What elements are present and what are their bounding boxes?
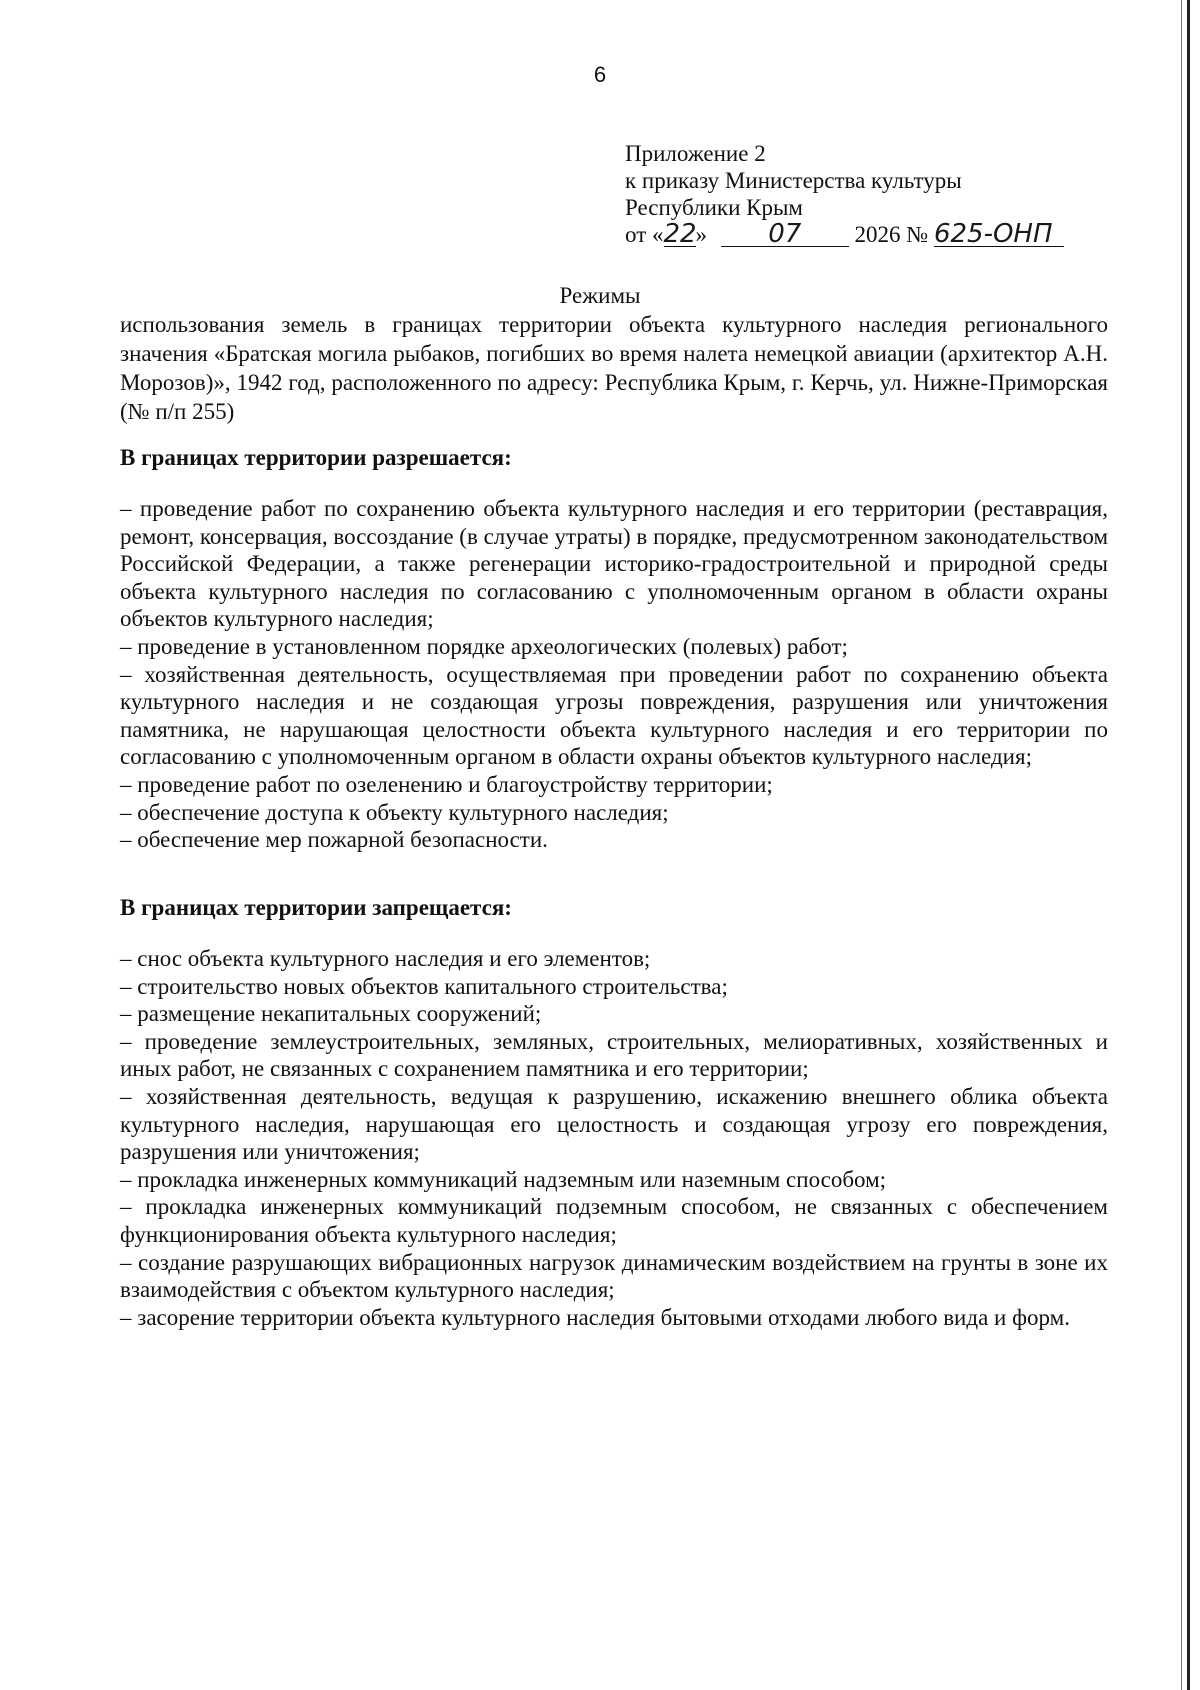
page-number: 6 — [593, 62, 607, 87]
appendix-line-3: Республики Крым — [625, 195, 803, 220]
list-item: – проведение работ по сохранению объекта культурного наследия и его территории (реставрация, ремонт, консервация, воссоздание (в случае утраты) в порядке, предусмотренном законодательством Российской Федерации, а также регенерации историко-градостроительной и природной среды объекта культурного наследия по согласованию с уполномоченным органом в области охраны объектов культурного наследия; — [120, 496, 1108, 632]
date-prefix: от « — [625, 222, 664, 247]
list-item: – размещение некапитальных сооружений; — [120, 1001, 542, 1027]
allowed-section-title: В границах территории разрешается: — [120, 445, 512, 470]
intro-paragraph: использования земель в границах территории объекта культурного наследия регионального значения «Братская могила рыбаков, погибших во время налета немецкой авиации (архитектор А.Н. Морозов)», 1942 год, расположенного по адресу: Республика Крым, г. Керчь, ул. Нижне-Приморская (№ п/п 255) — [120, 312, 1108, 424]
list-item: – проведение в установленном порядке археологических (полевых) работ; — [120, 633, 848, 659]
list-item: – снос объекта культурного наследия и его элементов; — [120, 946, 651, 971]
appendix-date-line — [625, 221, 1105, 251]
list-item: – хозяйственная деятельность, ведущая к разрушению, искажению внешнего облика объекта культурного наследия, нарушающая его целостность и создающая угрозу его повреждения, разрушения или уничтожения; — [120, 1083, 1108, 1165]
forbidden-list — [120, 945, 1108, 1331]
list-item: – прокладка инженерных коммуникаций подземным способом, не связанных с обеспечением функционирования объекта культурного наследия; — [120, 1194, 1108, 1247]
allowed-list — [120, 495, 1108, 854]
list-item: – обеспечение доступа к объекту культурного наследия; — [120, 799, 669, 825]
order-number: 625-ОНП — [934, 222, 1064, 247]
appendix-line-2: к приказу Министерства культуры — [625, 168, 962, 193]
list-item: – хозяйственная деятельность, осуществляемая при проведении работ по сохранению объекта культурного наследия и не создающая угрозы повреждения, разрушения или уничтожения памятника, не нарушающая целостности объекта культурного наследия и его территории по согласованию с уполномоченным органом в области охраны объектов культурного наследия; — [120, 661, 1108, 770]
scan-edge-line — [1187, 0, 1190, 1690]
list-item: – проведение землеустроительных, земляных, строительных, мелиоративных, хозяйственных и иных работ, не связанных с сохранением памятника и его территории; — [120, 1028, 1108, 1082]
date-year: 2026 № — [854, 222, 929, 247]
date-month: 07 — [721, 222, 849, 247]
appendix-line-1: Приложение 2 — [625, 141, 766, 166]
date-day-suffix: » — [695, 222, 707, 247]
list-item: – обеспечение мер пожарной безопасности. — [120, 827, 548, 853]
forbidden-section-title: В границах территории запрещается: — [120, 895, 512, 920]
date-day: 22 — [663, 219, 697, 249]
list-item: – проведение работ по озеленению и благоустройству территории; — [120, 771, 773, 797]
list-item: – засорение территории объекта культурного наследия бытовыми отходами любого вида и форм. — [120, 1304, 1070, 1330]
scan-edge-line-thin — [1181, 0, 1182, 1690]
list-item: – создание разрушающих вибрационных нагрузок динамическим воздействием на грунты в зоне их взаимодействия с объектом культурного наследия; — [120, 1249, 1108, 1303]
document-heading: Режимы — [559, 283, 641, 308]
list-item: – прокладка инженерных коммуникаций надземным или наземным способом; — [120, 1166, 887, 1192]
list-item: – строительство новых объектов капитального строительства; — [120, 973, 728, 999]
appendix-block — [625, 140, 1105, 251]
